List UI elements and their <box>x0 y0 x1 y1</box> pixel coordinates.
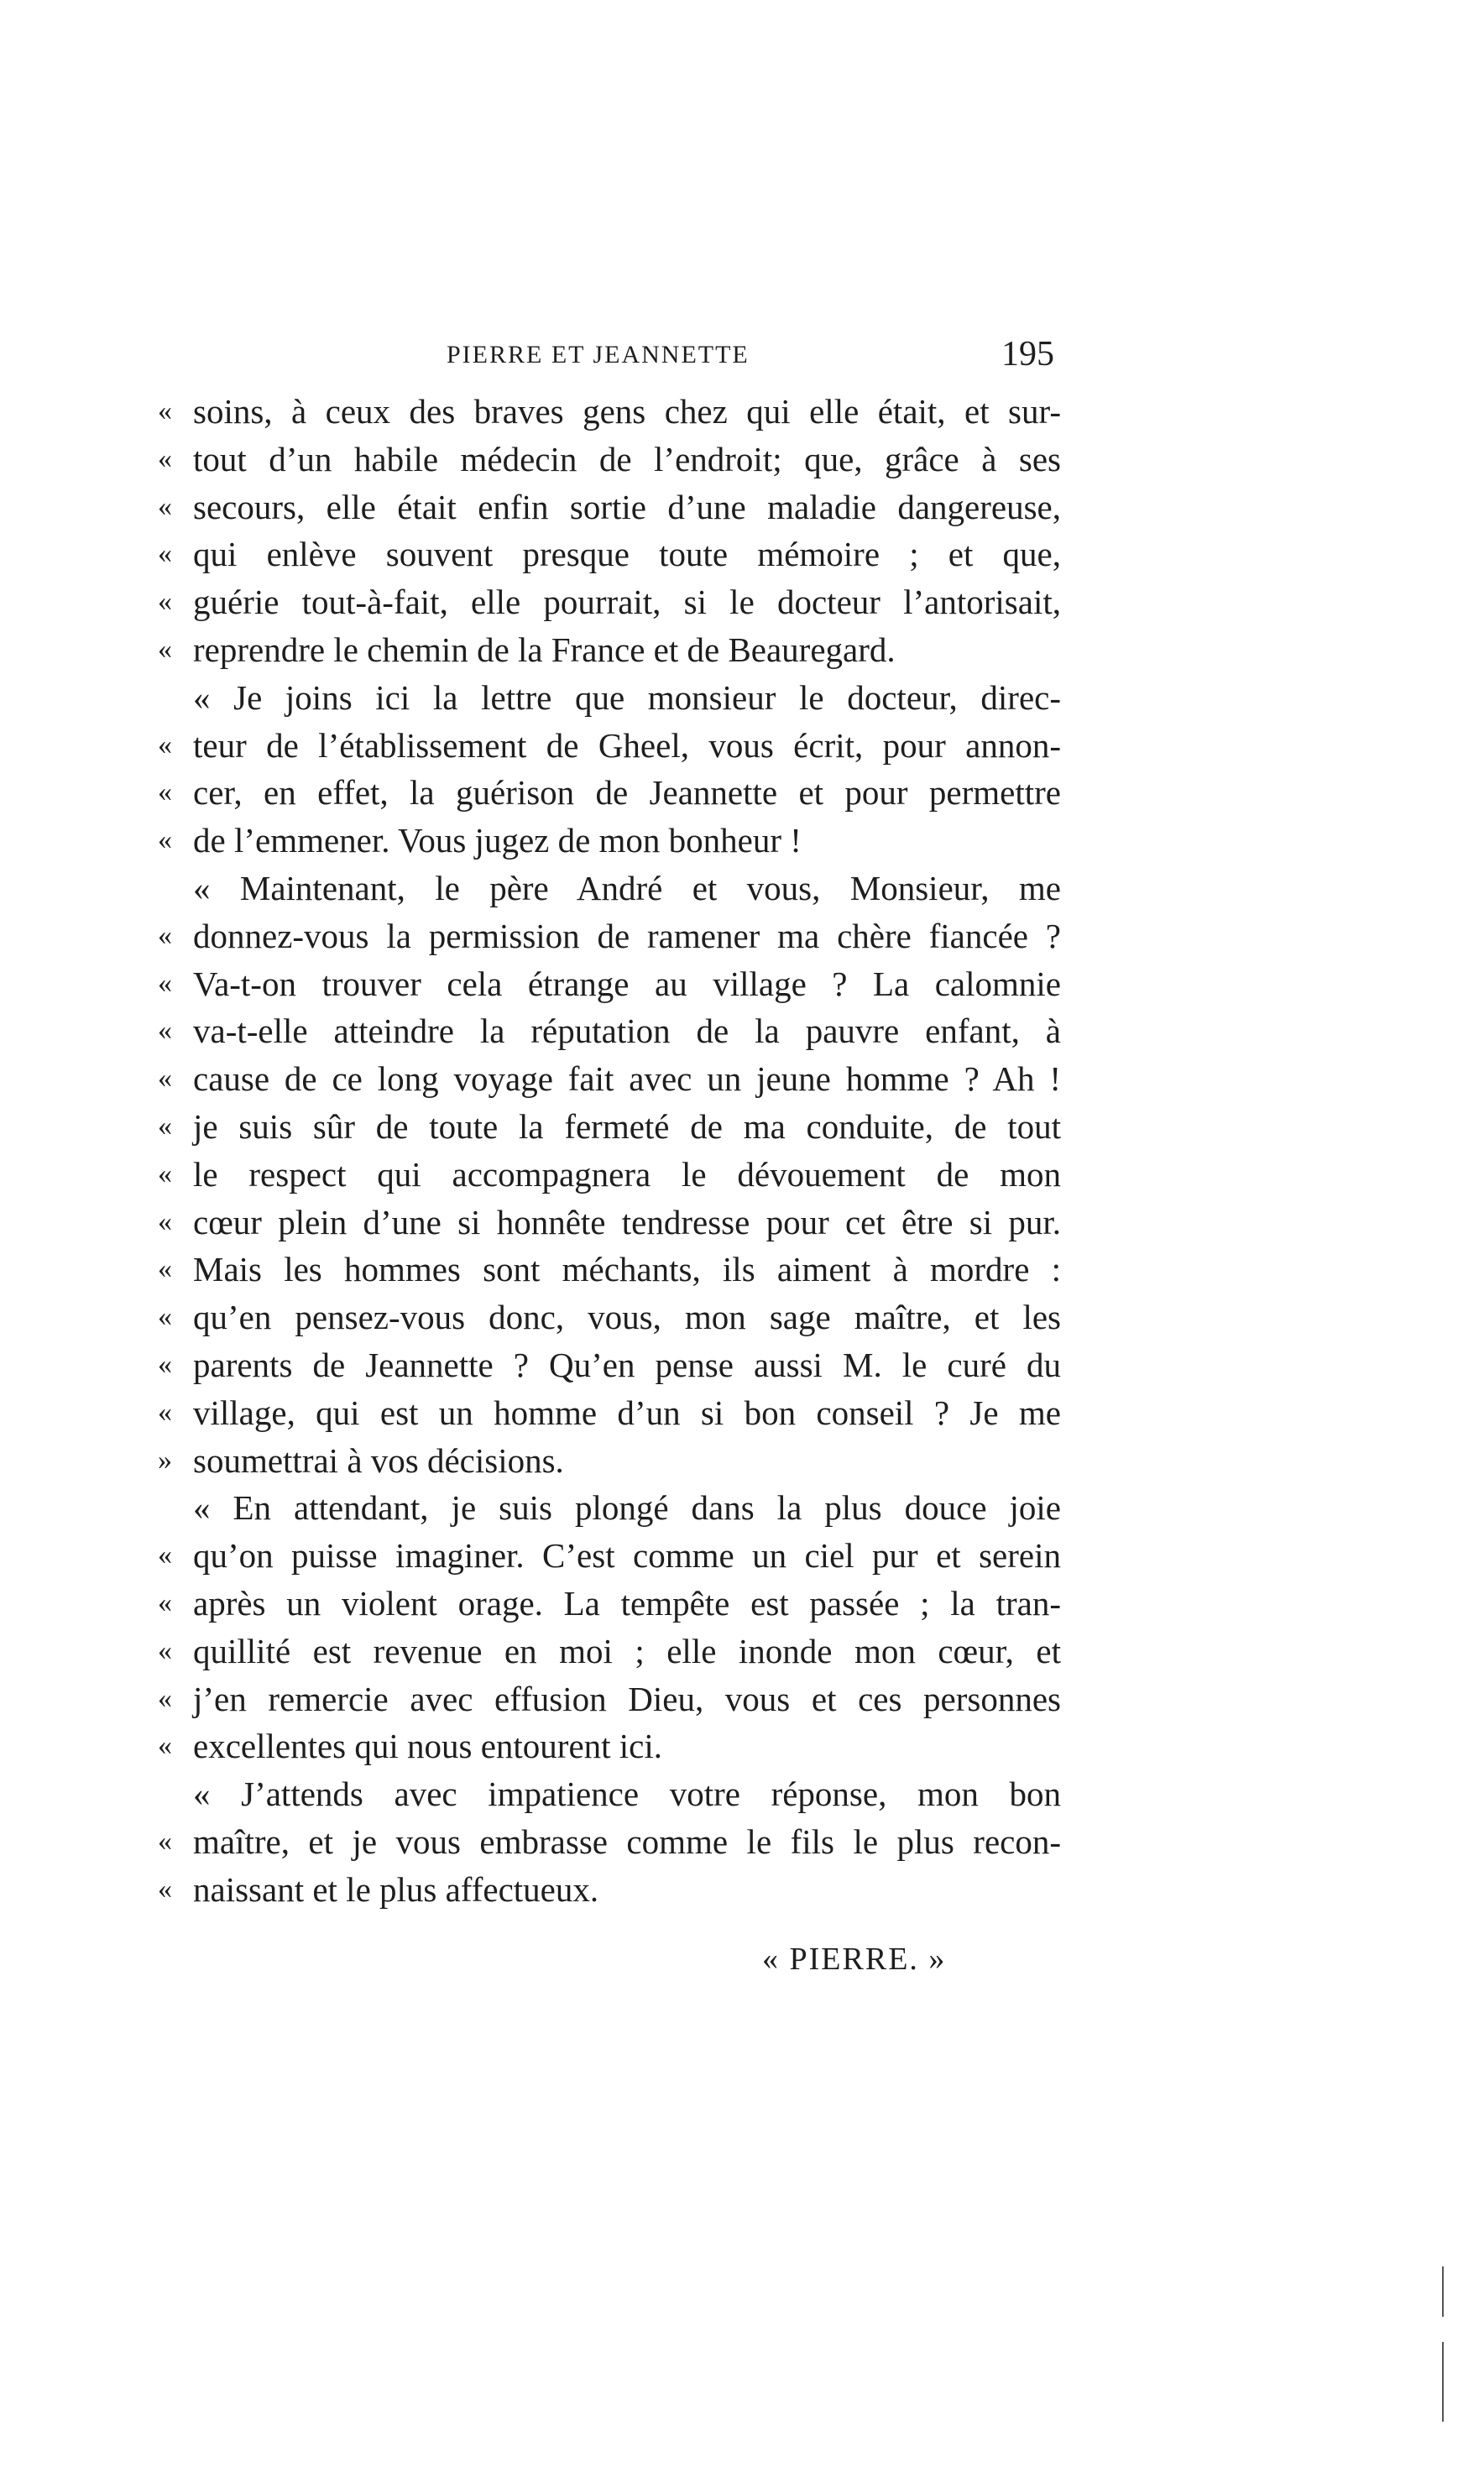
text-line <box>158 1246 1061 1294</box>
line-text: donnez-vous la permission de ramener ma chère fiancée ? <box>193 916 1061 955</box>
quote-mark: « <box>158 1063 172 1095</box>
line-text: qu’on puisse imaginer. C’est comme un ciel pur et serein <box>193 1536 1061 1576</box>
line-text: cœur plein d’une si honnête tendresse pour cet être si pur. <box>193 1202 1061 1241</box>
quote-mark: « <box>158 1348 172 1380</box>
text-line <box>158 1007 1061 1055</box>
line-text: excellentes qui nous entourent ici. <box>193 1727 663 1766</box>
line-text: soins, à ceux des braves gens chez qui elle était, et sur- <box>193 392 1061 431</box>
text-line <box>158 1055 1061 1103</box>
quote-mark: « <box>158 1730 172 1762</box>
quote-mark: « <box>158 1825 172 1857</box>
line-text: secours, elle était enfin sortie d’une maladie dangereuse, <box>193 487 1061 526</box>
line-text: reprendre le chemin de la France et de Beauregard. <box>193 630 896 669</box>
text-line <box>158 626 1061 674</box>
text-line <box>158 483 1061 531</box>
quote-mark: « <box>158 967 172 999</box>
quote-mark: « <box>158 919 172 951</box>
quote-mark: « <box>158 395 172 426</box>
line-text: « J’attends avec impatience votre réponse, mon bon <box>193 1775 1061 1814</box>
line-text: je suis sûr de toute la fermeté de ma conduite, de tout <box>193 1106 1061 1146</box>
line-text: quillité est revenue en moi ; elle inonde mon cœur, et <box>193 1631 1061 1670</box>
text-line <box>158 817 1061 865</box>
line-text: j’en remercie avec effusion Dieu, vous et ces personnes <box>193 1679 1061 1718</box>
quote-mark: « <box>158 1873 172 1905</box>
line-text: Va-t-on trouver cela étrange au village ? La calomnie <box>193 964 1061 1003</box>
text-line <box>158 960 1061 1008</box>
text-line <box>158 1770 1061 1818</box>
text-line <box>158 1580 1061 1628</box>
text-line <box>158 1103 1061 1151</box>
scan-edge-mark <box>1442 2342 1444 2422</box>
line-text: va-t-elle atteindre la réputation de la pauvre enfant, à <box>193 1011 1061 1051</box>
scan-edge-marks <box>1442 2266 1445 2434</box>
text-line <box>158 865 1061 912</box>
text-line <box>158 674 1061 722</box>
page-number: 195 <box>1001 335 1054 374</box>
quote-mark: « <box>158 1110 172 1142</box>
body-text <box>158 388 1061 1914</box>
line-text: teur de l’établissement de Gheel, vous écrit, pour annon- <box>193 725 1061 765</box>
line-text: qu’en pensez-vous donc, vous, mon sage maître, et les <box>193 1298 1061 1337</box>
text-line <box>158 531 1061 578</box>
text-line <box>158 769 1061 817</box>
quote-mark: « <box>158 776 172 808</box>
quote-mark: « <box>158 586 172 618</box>
line-text: naissant et le plus affectueux. <box>193 1869 599 1909</box>
quote-mark: « <box>158 1682 172 1714</box>
text-line <box>158 912 1061 960</box>
text-line <box>158 1818 1061 1866</box>
quote-mark: « <box>158 442 172 474</box>
line-text: cause de ce long voyage fait avec un jeune homme ? Ah ! <box>193 1059 1061 1099</box>
text-line <box>158 1532 1061 1580</box>
quote-mark: « <box>158 1158 172 1189</box>
text-line <box>158 722 1061 770</box>
text-line <box>158 1437 1061 1485</box>
quote-mark: « <box>158 633 172 665</box>
running-title: PIERRE ET JEANNETTE <box>447 341 750 368</box>
line-text: guérie tout-à-fait, elle pourrait, si le docteur l’antorisait, <box>193 583 1061 622</box>
line-text: parents de Jeannette ? Qu’en pense aussi M. le curé du <box>193 1345 1061 1384</box>
text-line <box>158 1389 1061 1437</box>
quote-mark: » <box>158 1444 172 1476</box>
text-line <box>158 1151 1061 1199</box>
quote-mark: « <box>158 1396 172 1428</box>
text-line <box>158 388 1061 436</box>
line-text: « Je joins ici la lettre que monsieur le docteur, direc- <box>193 677 1061 717</box>
line-text: village, qui est un homme d’un si bon conseil ? Je me <box>193 1393 1061 1432</box>
text-line <box>158 578 1061 626</box>
quote-mark: « <box>158 1539 172 1571</box>
quote-mark: « <box>158 1253 172 1285</box>
line-text: maître, et je vous embrasse comme le fils le plus recon- <box>193 1822 1061 1861</box>
signature: « PIERRE. » <box>762 1942 947 1977</box>
quote-mark: « <box>158 1205 172 1237</box>
text-line <box>158 1866 1061 1914</box>
line-text: « En attendant, je suis plongé dans la plus douce joie <box>193 1488 1061 1528</box>
text-line <box>158 1628 1061 1675</box>
quote-mark: « <box>158 490 172 522</box>
quote-mark: « <box>158 538 172 570</box>
text-line <box>158 1484 1061 1532</box>
text-line <box>158 1722 1061 1770</box>
line-text: tout d’un habile médecin de l’endroit; que, grâce à ses <box>193 439 1061 478</box>
line-text: de l’emmener. Vous jugez de mon bonheur ! <box>193 821 802 860</box>
line-text: « Maintenant, le père André et vous, Monsieur, me <box>193 868 1061 907</box>
quote-mark: « <box>158 824 172 856</box>
line-text: cer, en effet, la guérison de Jeannette et pour permettre <box>193 773 1061 813</box>
quote-mark: « <box>158 729 172 761</box>
line-text: soumettrai à vos décisions. <box>193 1440 564 1480</box>
line-text: Mais les hommes sont méchants, ils aiment à mordre : <box>193 1250 1061 1289</box>
quote-mark: « <box>158 1634 172 1666</box>
quote-mark: « <box>158 1301 172 1333</box>
running-head <box>195 334 1054 384</box>
scan-edge-mark <box>1442 2266 1444 2317</box>
line-text: qui enlève souvent presque toute mémoire ; et que, <box>193 535 1061 574</box>
text-line <box>158 1199 1061 1247</box>
line-text: après un violent orage. La tempête est passée ; la tran- <box>193 1583 1061 1623</box>
text-line <box>158 1675 1061 1723</box>
text-line <box>158 1341 1061 1389</box>
quote-mark: « <box>158 1586 172 1618</box>
quote-mark: « <box>158 1015 172 1047</box>
line-text: le respect qui accompagnera le dévouement de mon <box>193 1154 1061 1194</box>
text-line <box>158 1294 1061 1341</box>
text-line <box>158 436 1061 483</box>
